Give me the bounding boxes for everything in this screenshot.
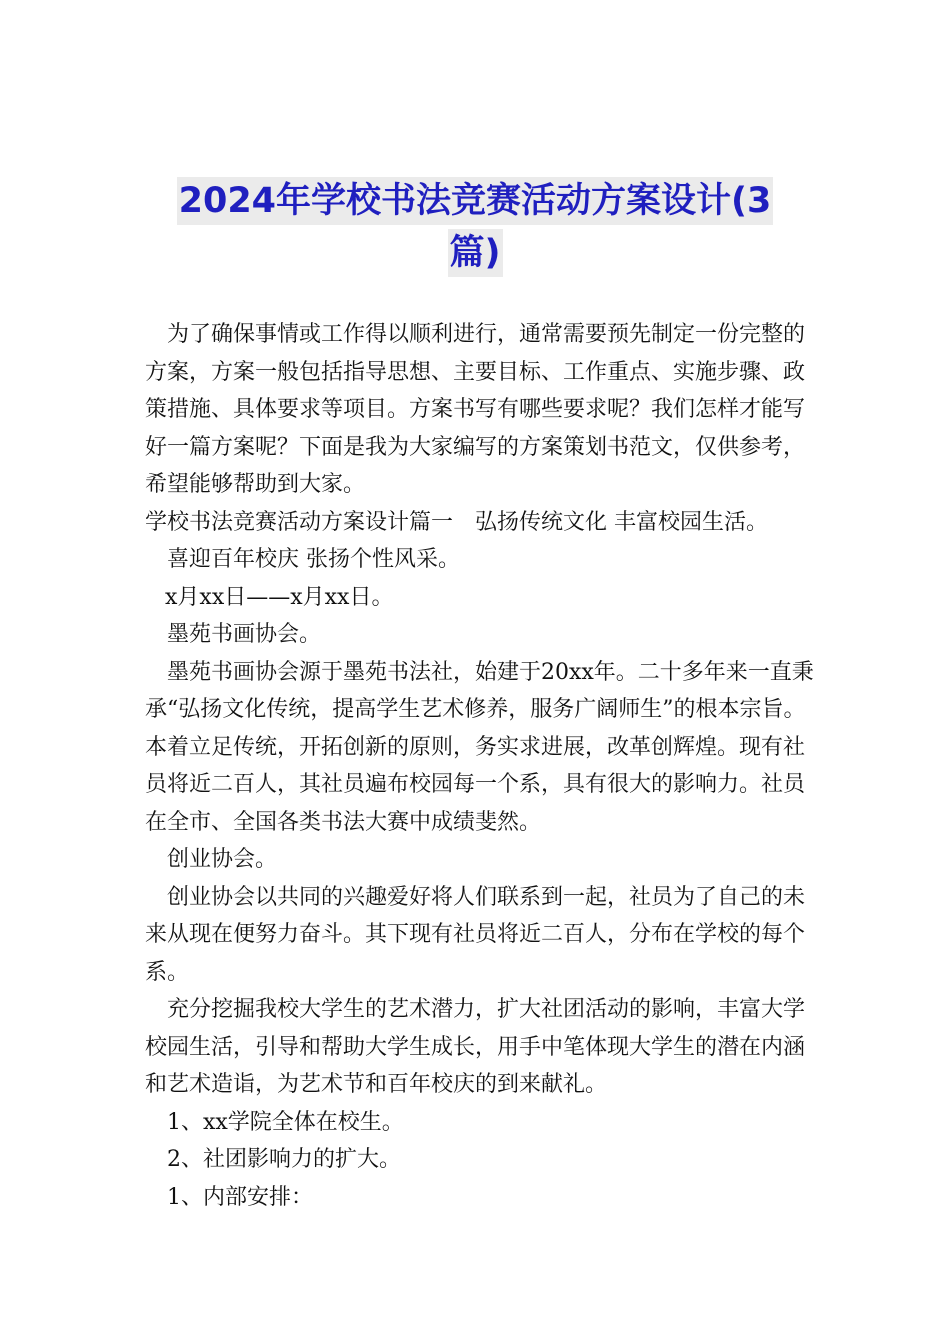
purpose-paragraph: 充分挖掘我校大学生的艺术潜力，扩大社团活动的影响，丰富大学校园生活，引导和帮助大学生成长，用手中笔体现大学生的潜在内涵和艺术造诣，为艺术节和百年校庆的到来献礼。 (145, 997, 806, 1097)
date-paragraph: x月xx日——x月xx日。 (165, 584, 394, 610)
slogan-paragraph: 喜迎百年校庆 张扬个性风采。 (167, 547, 460, 572)
title-line-2: 篇) (448, 229, 503, 277)
title-line-1: 2024年学校书法竞赛活动方案设计(3 (177, 177, 774, 225)
document-body (145, 316, 825, 1216)
list-item: 1、xx学院全体在校生。 (167, 1109, 404, 1135)
organizer-paragraph: 墨苑书画协会。 (167, 622, 322, 647)
co-organizer-description-paragraph: 创业协会以共同的兴趣爱好将人们联系到一起，社员为了自己的未来从现在便努力奋斗。其下现有社员将近二百人，分布在学校的每个系。 (145, 884, 806, 985)
document-title (0, 177, 950, 277)
section-heading-paragraph: 学校书法竞赛活动方案设计篇一 弘扬传统文化 丰富校园生活。 (145, 509, 768, 535)
list-item: 2、社团影响力的扩大。 (167, 1147, 401, 1172)
list-item: 1、内部安排： (167, 1184, 313, 1210)
co-organizer-paragraph: 创业协会。 (167, 847, 278, 872)
organizer-description-paragraph: 墨苑书画协会源于墨苑书法社，始建于20xx年。二十多年来一直秉承“弘扬文化传统，提高学生艺术修养，服务广阔师生”的根本宗旨。本着立足传统，开拓创新的原则，务实求进展，改革创辉煌。现有社员将近二百人，其社员遍布校园每一个系，具有很大的影响力。社员在全市、全国各类书法大赛中成绩斐然。 (145, 659, 814, 835)
intro-paragraph: 为了确保事情或工作得以顺利进行，通常需要预先制定一份完整的方案，方案一般包括指导思想、主要目标、工作重点、实施步骤、政策措施、具体要求等项目。方案书写有哪些要求呢？我们怎样才能写好一篇方案呢？下面是我为大家编写的方案策划书范文，仅供参考，希望能够帮助到大家。 (145, 322, 806, 497)
